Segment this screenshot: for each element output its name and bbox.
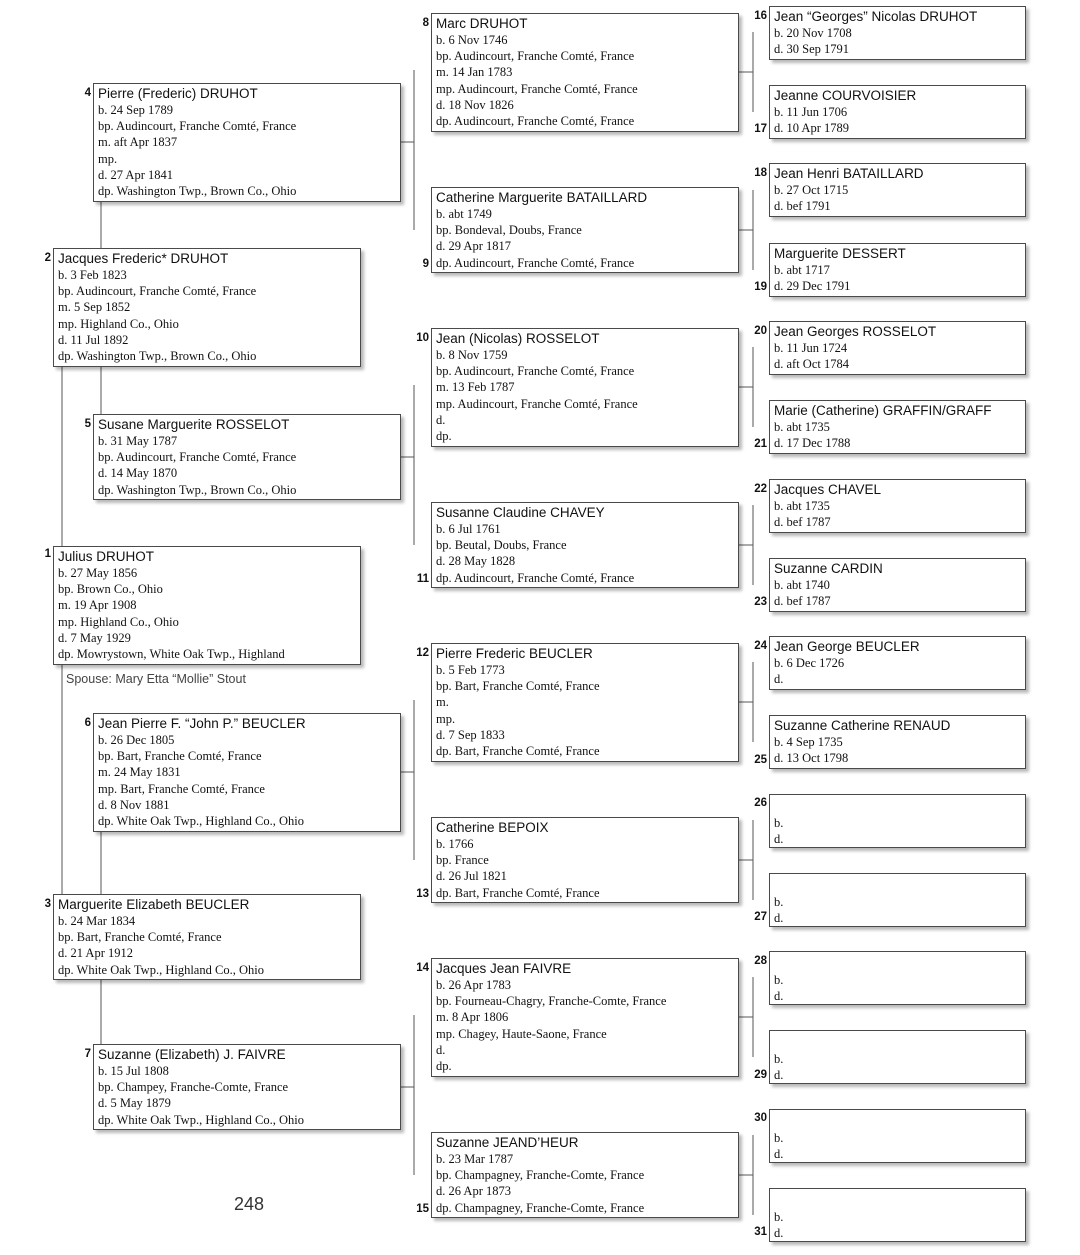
- ahnentafel-number: 28: [754, 955, 767, 967]
- person-box-marie-catherine-graffin: [769, 400, 1026, 454]
- person-name: Jacques Frederic* DRUHOT: [58, 251, 229, 266]
- ahnentafel-number: 6: [84, 717, 91, 729]
- person-name: Jean Henri BATAILLARD: [774, 166, 924, 181]
- person-detail: m.: [436, 695, 449, 710]
- person-detail: dp. Washington Twp., Brown Co., Ohio: [98, 482, 297, 497]
- person-box-jean-henri-bataillard: [769, 163, 1026, 217]
- person-detail: dp. White Oak Twp., Highland Co., Ohio: [58, 962, 264, 977]
- person-detail: d. 21 Apr 1912: [58, 946, 133, 961]
- person-box-suzanne-catherine-renaud: [769, 715, 1026, 769]
- person-detail: bp. Bart, Franche Comté, France: [98, 749, 262, 764]
- person-detail: b. abt 1749: [436, 207, 492, 221]
- person-box-jacques-frederic-druhot: [53, 248, 361, 367]
- person-detail: dp.: [436, 1059, 452, 1074]
- ahnentafel-number: 1: [44, 548, 51, 560]
- person-detail: bp. Fourneau-Chagry, Franche-Comte, France: [436, 994, 667, 1009]
- person-name: Pierre Frederic BEUCLER: [436, 646, 593, 661]
- person-detail: bp. Bondeval, Doubs, France: [436, 223, 582, 238]
- ahnentafel-number: 17: [754, 123, 767, 135]
- ahnentafel-number: 7: [84, 1048, 91, 1060]
- person-detail: b. 1766: [436, 837, 474, 851]
- person-detail: b. abt 1740: [774, 578, 830, 592]
- ahnentafel-number: 2: [44, 252, 51, 264]
- person-detail: d. 26 Apr 1873: [436, 1184, 511, 1199]
- ahnentafel-number: 19: [754, 281, 767, 293]
- person-detail: d.: [436, 1042, 446, 1057]
- person-box-julius-druhot: [53, 546, 361, 665]
- person-box-jacques-chavel: [769, 479, 1026, 533]
- person-detail: m. 5 Sep 1852: [58, 300, 131, 315]
- person-detail: b. 27 Oct 1715: [774, 183, 849, 197]
- person-detail: d. 14 May 1870: [98, 466, 178, 481]
- person-name: Marie (Catherine) GRAFFIN/GRAFF: [774, 403, 992, 418]
- person-name: Pierre (Frederic) DRUHOT: [98, 86, 258, 101]
- person-detail: bp. Audincourt, Franche Comté, France: [98, 119, 297, 134]
- person-name: Suzanne (Elizabeth) J. FAIVRE: [98, 1047, 286, 1062]
- spouse-note: Spouse: Mary Etta “Mollie” Stout: [66, 672, 246, 686]
- person-detail: bp. Bart, Franche Comté, France: [58, 930, 222, 945]
- person-detail: bp. France: [436, 853, 489, 868]
- person-detail: b. abt 1735: [774, 420, 830, 434]
- ahnentafel-number: 25: [754, 754, 767, 766]
- person-detail: b. 8 Nov 1759: [436, 348, 508, 362]
- ahnentafel-number: 26: [754, 797, 767, 809]
- person-box-empty: [769, 794, 1026, 848]
- person-detail: mp. Highland Co., Ohio: [58, 614, 179, 629]
- person-detail: b. 24 Sep 1789: [98, 103, 173, 117]
- person-detail: dp. Bart, Franche Comté, France: [436, 885, 600, 900]
- person-detail: mp.: [98, 151, 118, 166]
- person-detail: dp. Audincourt, Franche Comté, France: [436, 255, 635, 270]
- ahnentafel-number: 9: [422, 258, 429, 270]
- person-detail: b. abt 1717: [774, 263, 830, 277]
- ahnentafel-number: 31: [754, 1226, 767, 1238]
- person-detail: b. 11 Jun 1724: [774, 341, 848, 355]
- person-detail: d. 27 Apr 1841: [98, 167, 173, 182]
- person-detail: bp. Audincourt, Franche Comté, France: [58, 284, 257, 299]
- person-box-jean-nicolas-rosselot: [431, 328, 739, 447]
- ahnentafel-number: 3: [44, 898, 51, 910]
- ahnentafel-number: 12: [416, 647, 429, 659]
- person-detail: b. 24 Mar 1834: [58, 914, 136, 928]
- person-detail: d.: [774, 1068, 784, 1083]
- person-detail: mp. Chagey, Haute-Saone, France: [436, 1026, 607, 1041]
- person-box-pierre-frederic-druhot: [93, 83, 401, 202]
- person-box-empty: [769, 1188, 1026, 1242]
- person-box-empty: [769, 951, 1026, 1005]
- person-detail: d. bef 1787: [774, 515, 831, 530]
- person-detail: m. 13 Feb 1787: [436, 380, 515, 395]
- person-box-jean-georges-rosselot: [769, 321, 1026, 375]
- person-detail: bp. Brown Co., Ohio: [58, 582, 163, 597]
- person-detail: bp. Audincourt, Franche Comté, France: [436, 49, 635, 64]
- person-box-catherine-marguerite-bataillard: [431, 187, 739, 273]
- person-detail: m. 24 May 1831: [98, 765, 181, 780]
- person-detail: d. bef 1787: [774, 594, 831, 609]
- person-detail: d. 28 May 1828: [436, 554, 516, 569]
- ahnentafel-number: 8: [422, 17, 429, 29]
- person-detail: b. 20 Nov 1708: [774, 26, 852, 40]
- person-detail: b. abt 1735: [774, 499, 830, 513]
- person-box-suzanne-cardin: [769, 558, 1026, 612]
- ahnentafel-number: 24: [754, 640, 767, 652]
- person-box-jean-george-beucler: [769, 636, 1026, 690]
- person-detail: d.: [774, 832, 784, 847]
- person-name: Susane Marguerite ROSSELOT: [98, 417, 290, 432]
- person-detail: mp. Highland Co., Ohio: [58, 316, 179, 331]
- person-detail: mp. Bart, Franche Comté, France: [98, 781, 265, 796]
- person-detail: b. 26 Dec 1805: [98, 733, 175, 747]
- person-box-jean-georges-nicolas-druhot: [769, 6, 1026, 60]
- person-box-catherine-bepoix: [431, 817, 739, 903]
- person-detail: b. 27 May 1856: [58, 566, 138, 580]
- person-detail: mp. Audincourt, Franche Comté, France: [436, 396, 638, 411]
- person-box-marguerite-dessert: [769, 243, 1026, 297]
- person-box-susane-marguerite-rosselot: [93, 414, 401, 500]
- person-name: Catherine Marguerite BATAILLARD: [436, 190, 648, 205]
- ahnentafel-number: 4: [84, 87, 91, 99]
- person-name: Marc DRUHOT: [436, 16, 528, 31]
- ahnentafel-number: 14: [416, 962, 429, 974]
- ahnentafel-number: 16: [754, 10, 767, 22]
- ahnentafel-number: 13: [416, 888, 429, 900]
- person-detail: b.: [774, 816, 784, 830]
- person-detail: d. aft Oct 1784: [774, 357, 849, 372]
- person-name: Suzanne CARDIN: [774, 561, 883, 576]
- person-detail: d. 8 Nov 1881: [98, 797, 170, 812]
- ahnentafel-number: 27: [754, 911, 767, 923]
- person-detail: b. 3 Feb 1823: [58, 268, 127, 282]
- person-detail: d. 10 Apr 1789: [774, 121, 849, 136]
- person-detail: dp. White Oak Twp., Highland Co., Ohio: [98, 814, 304, 829]
- person-detail: bp. Beutal, Doubs, France: [436, 538, 567, 553]
- person-detail: dp. White Oak Twp., Highland Co., Ohio: [98, 1112, 304, 1127]
- person-box-susanne-claudine-chavey: [431, 502, 739, 588]
- person-name: Jean George BEUCLER: [774, 639, 920, 654]
- person-name: Jean (Nicolas) ROSSELOT: [436, 331, 600, 346]
- person-detail: bp. Champagney, Franche-Comte, France: [436, 1168, 645, 1183]
- person-name: Marguerite Elizabeth BEUCLER: [58, 897, 250, 912]
- person-detail: d. 5 May 1879: [98, 1096, 171, 1111]
- person-name: Marguerite DESSERT: [774, 246, 906, 261]
- person-name: Catherine BEPOIX: [436, 820, 549, 835]
- person-detail: dp. Bart, Franche Comté, France: [436, 744, 600, 759]
- person-detail: d.: [774, 1147, 784, 1162]
- person-detail: b.: [774, 973, 784, 987]
- person-detail: b. 6 Nov 1746: [436, 33, 508, 47]
- person-name: Jacques Jean FAIVRE: [436, 961, 572, 976]
- person-name: Suzanne Catherine RENAUD: [774, 718, 951, 733]
- ahnentafel-number: 22: [754, 483, 767, 495]
- person-detail: dp. Washington Twp., Brown Co., Ohio: [98, 184, 297, 199]
- person-detail: m. 8 Apr 1806: [436, 1010, 509, 1025]
- person-detail: b. 15 Jul 1808: [98, 1064, 169, 1078]
- ahnentafel-number: 18: [754, 167, 767, 179]
- ahnentafel-number: 23: [754, 596, 767, 608]
- person-box-jacques-jean-faivre: [431, 958, 739, 1077]
- ahnentafel-number: 30: [754, 1112, 767, 1124]
- person-detail: d.: [774, 672, 784, 687]
- person-box-marguerite-elizabeth-beucler: [53, 894, 361, 980]
- person-detail: dp. Champagney, Franche-Comte, France: [436, 1200, 645, 1215]
- person-detail: b.: [774, 1210, 784, 1224]
- person-detail: dp.: [436, 429, 452, 444]
- person-detail: bp. Champey, Franche-Comte, France: [98, 1080, 289, 1095]
- person-detail: d. bef 1791: [774, 199, 831, 214]
- ahnentafel-number: 5: [84, 418, 91, 430]
- person-detail: b. 4 Sep 1735: [774, 735, 843, 749]
- page-number: 248: [234, 1194, 265, 1214]
- person-detail: mp. Audincourt, Franche Comté, France: [436, 81, 638, 96]
- ahnentafel-number: 11: [416, 573, 429, 585]
- person-detail: m. 14 Jan 1783: [436, 65, 513, 80]
- person-detail: d.: [774, 911, 784, 926]
- ahnentafel-number: 21: [754, 438, 767, 450]
- person-detail: d. 30 Sep 1791: [774, 42, 849, 57]
- person-box-jeanne-courvoisier: [769, 85, 1026, 139]
- person-name: Jeanne COURVOISIER: [774, 88, 917, 103]
- ahnentafel-number: 20: [754, 325, 767, 337]
- person-box-suzanne-elizabeth-faivre: [93, 1044, 401, 1130]
- person-detail: dp. Audincourt, Franche Comté, France: [436, 114, 635, 129]
- person-detail: b. 23 Mar 1787: [436, 1152, 514, 1166]
- person-detail: d. 7 Sep 1833: [436, 727, 505, 742]
- person-name: Jean Georges ROSSELOT: [774, 324, 937, 339]
- person-detail: bp. Audincourt, Franche Comté, France: [436, 364, 635, 379]
- person-name: Jean Pierre F. “John P.” BEUCLER: [98, 716, 306, 731]
- person-detail: m. 19 Apr 1908: [58, 598, 137, 613]
- person-box-marc-druhot: [431, 13, 739, 132]
- person-box-empty: [769, 1030, 1026, 1084]
- person-detail: b. 31 May 1787: [98, 434, 178, 448]
- person-detail: d.: [774, 989, 784, 1004]
- person-detail: b. 26 Apr 1783: [436, 978, 511, 992]
- person-detail: dp. Mowrystown, White Oak Twp., Highland: [58, 647, 285, 662]
- person-name: Jacques CHAVEL: [774, 482, 882, 497]
- person-detail: b.: [774, 895, 784, 909]
- person-name: Jean “Georges” Nicolas DRUHOT: [774, 9, 978, 24]
- ahnentafel-number: 10: [416, 332, 429, 344]
- person-detail: b.: [774, 1052, 784, 1066]
- ahnentafel-number: 15: [416, 1203, 429, 1215]
- person-detail: d. 11 Jul 1892: [58, 332, 129, 347]
- person-detail: b. 6 Dec 1726: [774, 656, 845, 670]
- person-detail: d. 13 Oct 1798: [774, 751, 849, 766]
- person-detail: d. 17 Dec 1788: [774, 436, 851, 451]
- person-detail: d. 29 Dec 1791: [774, 279, 851, 294]
- person-detail: d.: [436, 412, 446, 427]
- person-box-jean-pierre-beucler: [93, 713, 401, 832]
- person-detail: m. aft Apr 1837: [98, 135, 178, 150]
- person-name: Susanne Claudine CHAVEY: [436, 505, 605, 520]
- person-box-pierre-frederic-beucler: [431, 643, 739, 762]
- person-name: Julius DRUHOT: [58, 549, 155, 564]
- person-box-suzanne-jeandheur: [431, 1132, 739, 1218]
- ahnentafel-number: 29: [754, 1069, 767, 1081]
- person-detail: d. 29 Apr 1817: [436, 239, 511, 254]
- person-detail: d. 18 Nov 1826: [436, 97, 514, 112]
- person-detail: b. 11 Jun 1706: [774, 105, 848, 119]
- person-detail: d.: [774, 1226, 784, 1241]
- person-box-empty: [769, 1109, 1026, 1163]
- person-detail: d. 7 May 1929: [58, 630, 131, 645]
- person-box-empty: [769, 873, 1026, 927]
- person-detail: b.: [774, 1131, 784, 1145]
- person-detail: dp. Washington Twp., Brown Co., Ohio: [58, 349, 257, 364]
- person-detail: bp. Audincourt, Franche Comté, France: [98, 450, 297, 465]
- person-detail: b. 5 Feb 1773: [436, 663, 505, 677]
- person-name: Suzanne JEAND’HEUR: [436, 1135, 579, 1150]
- person-detail: b. 6 Jul 1761: [436, 522, 501, 536]
- person-detail: mp.: [436, 711, 456, 726]
- person-detail: dp. Audincourt, Franche Comté, France: [436, 570, 635, 585]
- person-detail: bp. Bart, Franche Comté, France: [436, 679, 600, 694]
- person-detail: d. 26 Jul 1821: [436, 869, 507, 884]
